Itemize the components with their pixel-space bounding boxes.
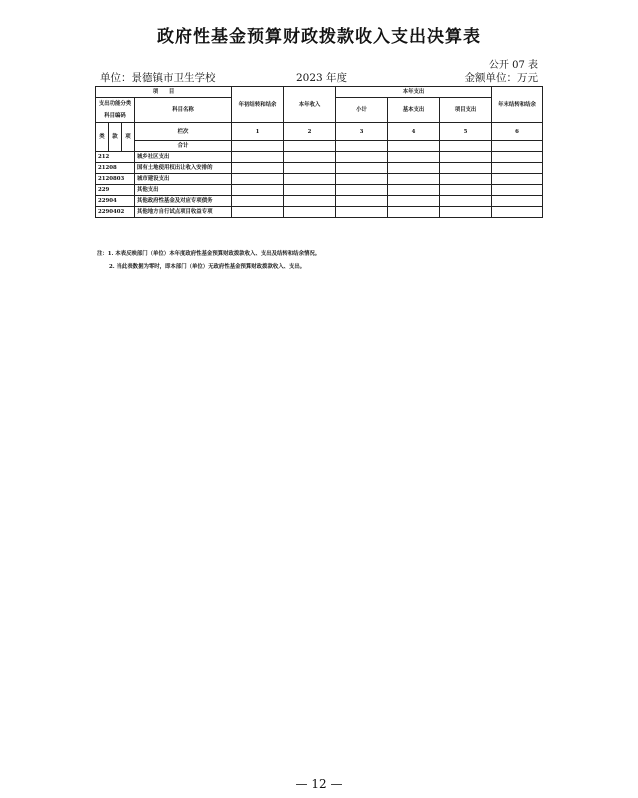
table-row <box>96 207 543 218</box>
header-project-exp: 项目支出 <box>440 98 492 123</box>
row-code: 229 <box>96 185 135 196</box>
header-project: 项 目 <box>96 87 232 98</box>
col-number: 4 <box>388 123 440 141</box>
year-label: 2023 年度 <box>296 72 348 84</box>
row-name: 其他支出 <box>135 185 232 196</box>
form-number: 公开 07 表 <box>488 60 538 71</box>
header-sub: 项 <box>122 123 135 152</box>
header-func-code: 支出功能分类科目编码 <box>96 98 135 123</box>
table-row <box>96 174 543 185</box>
row-code: 212 <box>96 152 135 163</box>
row-code: 21208 <box>96 163 135 174</box>
page-title: 政府性基金预算财政拨款收入支出决算表 <box>157 27 481 47</box>
row-name: 国有土地使用权出让收入安排的 <box>135 163 232 174</box>
col-number: 5 <box>440 123 492 141</box>
col-number: 6 <box>492 123 543 141</box>
total-cell <box>492 141 543 152</box>
table-row <box>96 196 543 207</box>
budget-table <box>95 86 543 218</box>
total-cell <box>232 141 284 152</box>
header-subtotal: 小计 <box>336 98 388 123</box>
table-row <box>96 185 543 196</box>
row-code: 2120803 <box>96 174 135 185</box>
header-begin-balance: 年初结转和结余 <box>232 87 284 123</box>
row-name: 城市建设支出 <box>135 174 232 185</box>
row-name: 城乡社区支出 <box>135 152 232 163</box>
row-name: 其他地方自行试点项目收益专项 <box>135 207 232 218</box>
total-cell <box>440 141 492 152</box>
row-code: 2290402 <box>96 207 135 218</box>
header-income: 本年收入 <box>284 87 336 123</box>
total-cell <box>336 141 388 152</box>
header-end-balance: 年末结转和结余 <box>492 87 543 123</box>
notes <box>97 248 320 274</box>
money-unit-label: 金额单位：万元 <box>464 72 538 84</box>
note-1: 注：1. 本表反映部门（单位）本年度政府性基金预算财政拨款收入、支出及结转和结余情况。 <box>97 251 321 257</box>
total-cell <box>284 141 336 152</box>
note-2: 2. 当此表数据为零时，即本部门（单位）无政府性基金预算财政拨款收入、支出。 <box>109 264 306 270</box>
total-label: 合计 <box>135 141 232 152</box>
header-subject-name: 科目名称 <box>135 98 232 123</box>
row-name: 其他政府性基金及对应专项债务 <box>135 196 232 207</box>
table-row <box>96 152 543 163</box>
header-expense: 本年支出 <box>336 87 492 98</box>
unit-row <box>96 70 542 84</box>
col-number: 1 <box>232 123 284 141</box>
col-label: 栏次 <box>135 123 232 141</box>
table-row <box>96 163 543 174</box>
row-code: 22904 <box>96 196 135 207</box>
unit-label: 单位：景德镇市卫生学校 <box>100 72 216 84</box>
header-item: 款 <box>109 123 122 152</box>
header-basic: 基本支出 <box>388 98 440 123</box>
total-cell <box>388 141 440 152</box>
header-class: 类 <box>96 123 109 152</box>
page-number: — 12 — <box>295 777 343 791</box>
col-number: 3 <box>336 123 388 141</box>
col-number: 2 <box>284 123 336 141</box>
